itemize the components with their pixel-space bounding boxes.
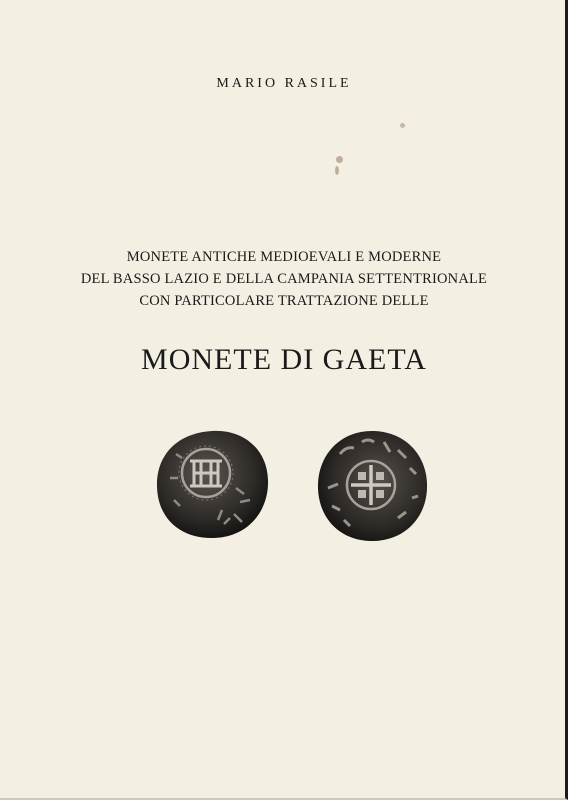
paper-stain <box>335 166 339 175</box>
coin-reverse-image <box>314 428 430 544</box>
author-name: MARIO RASILE <box>216 76 352 91</box>
coin-obverse-image <box>154 428 270 540</box>
subtitle-line: MONETE ANTICHE MEDIOEVALI E MODERNE <box>126 249 442 265</box>
paper-stain <box>400 123 405 128</box>
subtitle <box>0 246 568 312</box>
paper-stain <box>336 156 343 163</box>
book-title: MONETE DI GAETA <box>141 343 427 376</box>
subtitle-line: CON PARTICOLARE TRATTAZIONE DELLE <box>139 293 429 309</box>
subtitle-line: DEL BASSO LAZIO E DELLA CAMPANIA SETTENTRIONALE <box>80 271 488 287</box>
